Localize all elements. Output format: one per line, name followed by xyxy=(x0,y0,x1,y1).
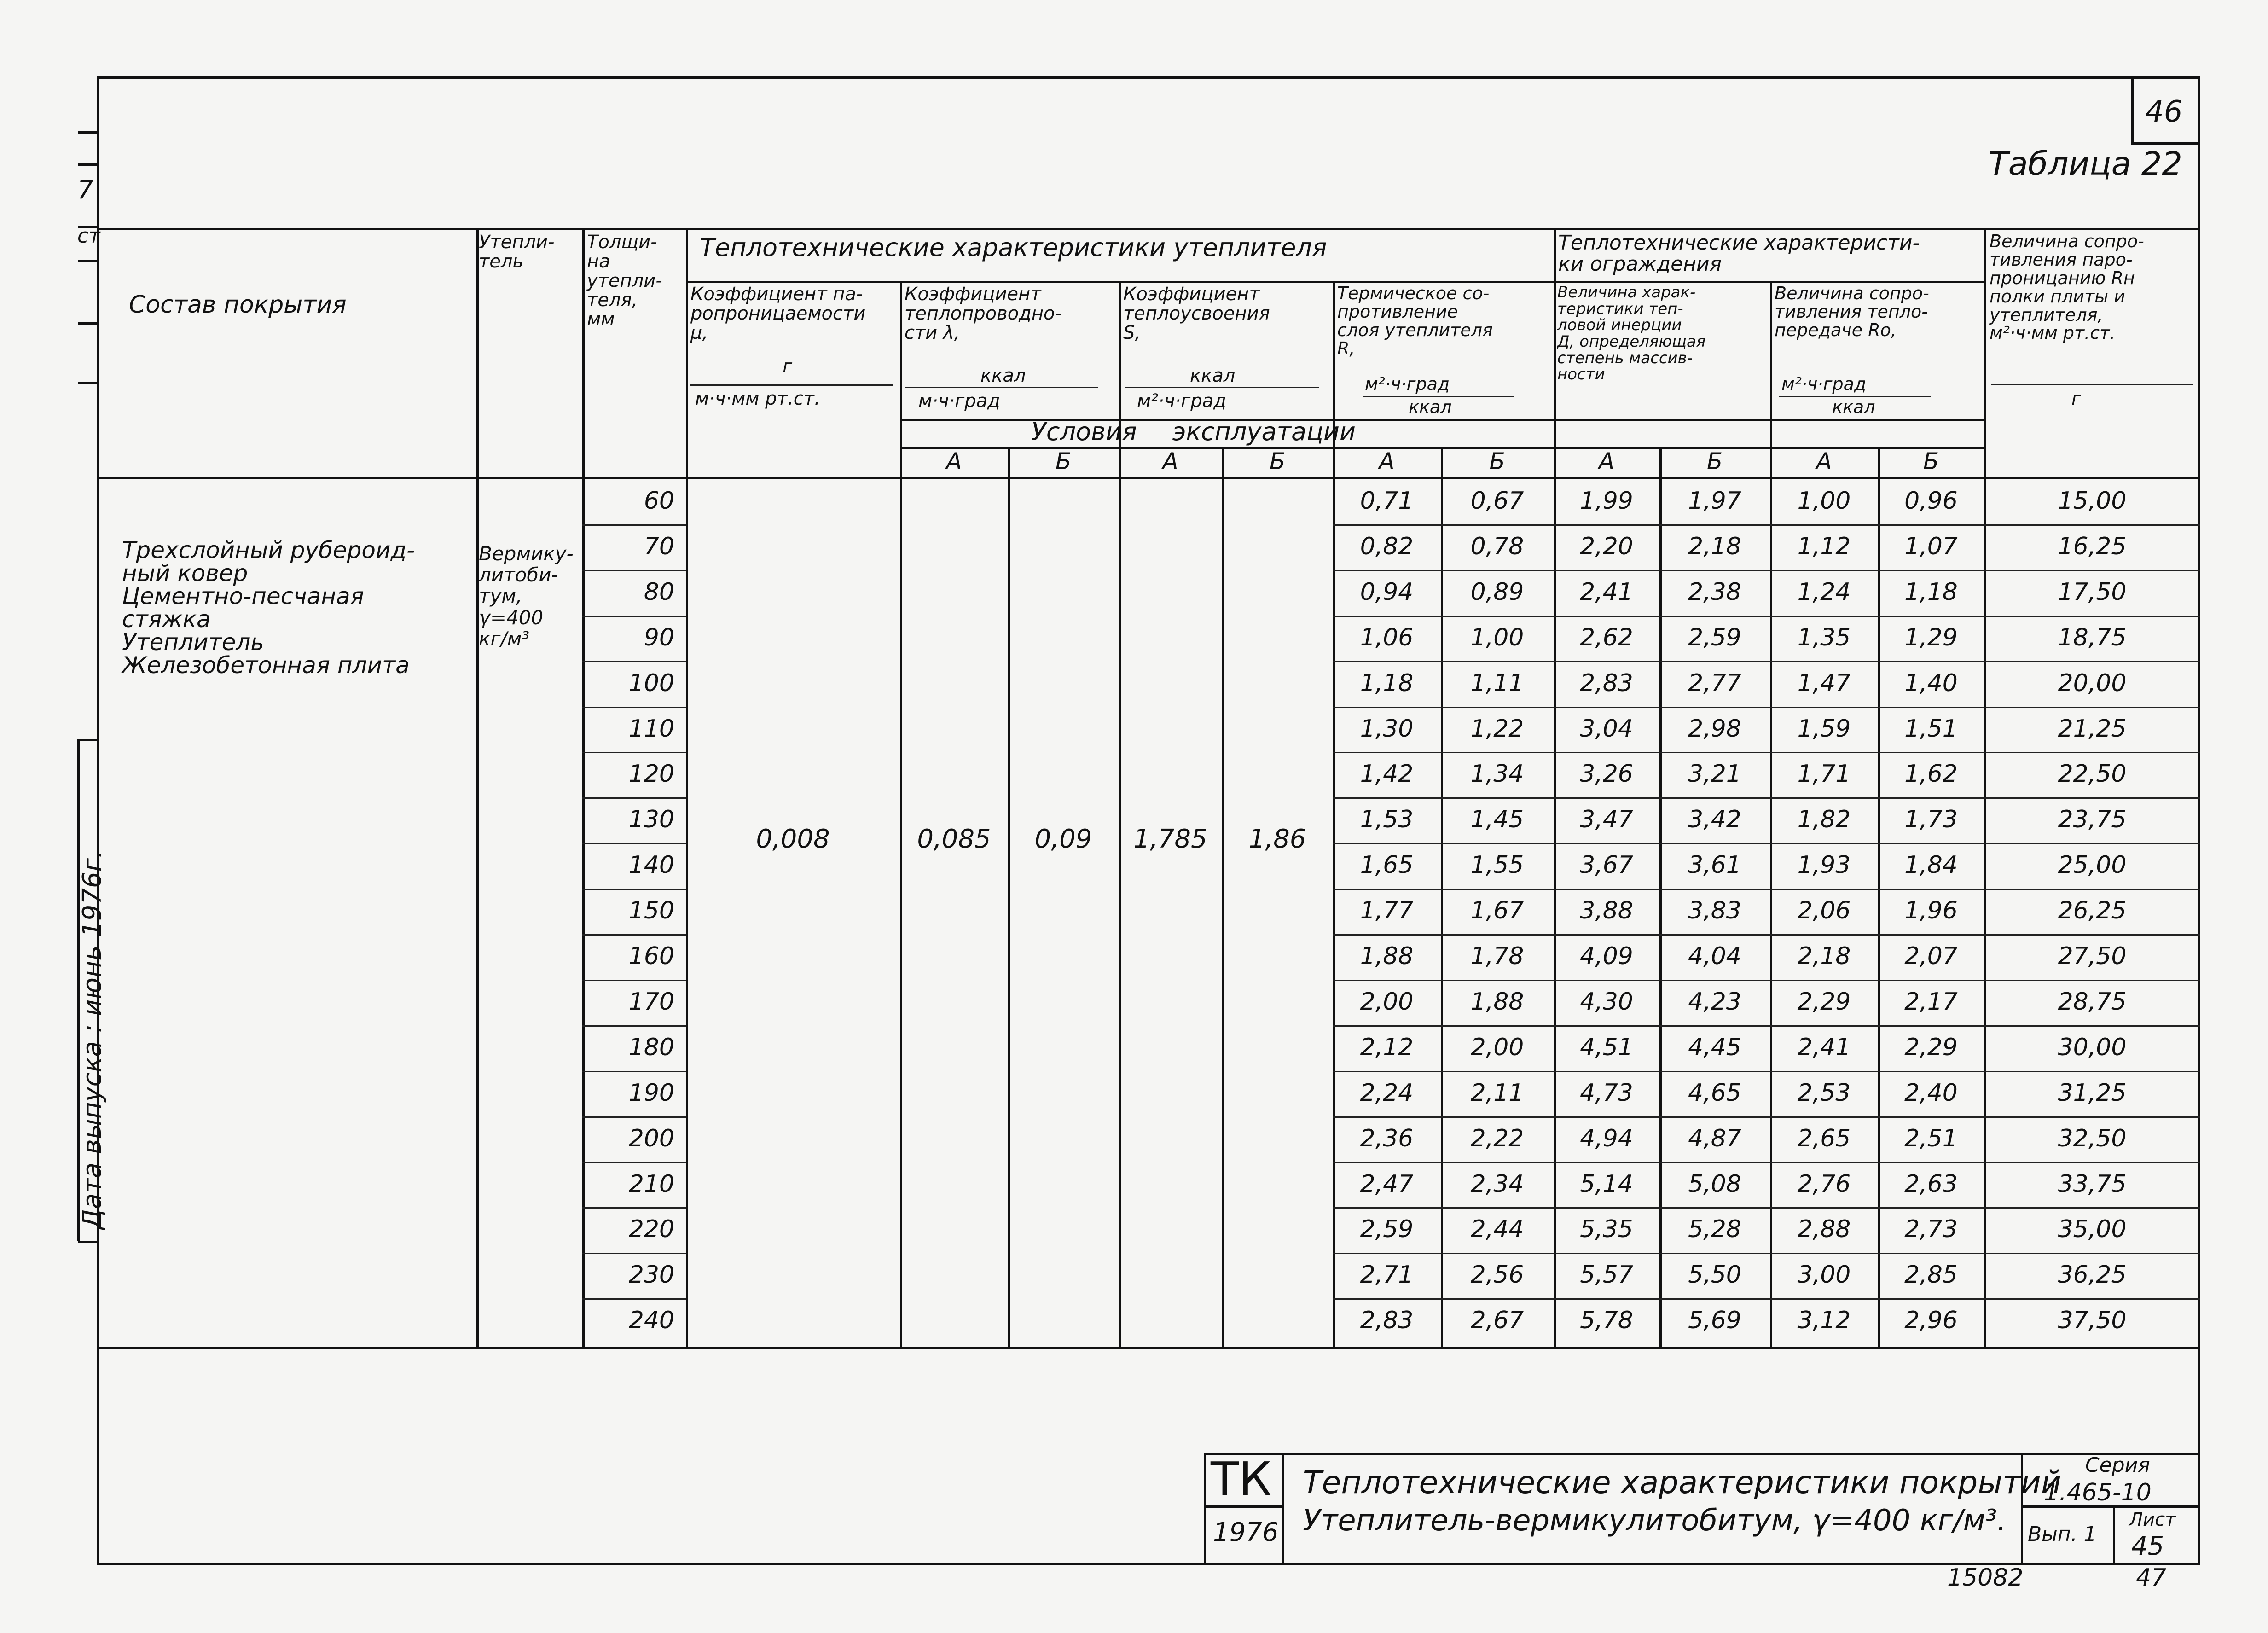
conductivity-unit-top: ккал xyxy=(980,365,1026,386)
margin-tick xyxy=(78,739,97,741)
cell-rh: 33,75 xyxy=(2058,1170,2127,1198)
cell-db: 3,61 xyxy=(1688,851,1741,879)
cell-rob: 2,29 xyxy=(1904,1033,1958,1061)
cell-db: 3,42 xyxy=(1688,806,1741,834)
cell-da: 3,47 xyxy=(1580,806,1633,834)
cell-roa: 1,24 xyxy=(1797,578,1851,606)
title-caption-2: Утеплитель-вермикулитобитум, γ=400 кг/м³. xyxy=(1303,1504,2007,1538)
cell-rh: 15,00 xyxy=(2058,487,2127,515)
cell-db: 4,04 xyxy=(1688,942,1741,970)
header-heat-transfer: Величина сопро- тивления тепло- передаче Ro, xyxy=(1775,283,1929,340)
cell-rh: 22,50 xyxy=(2058,760,2127,788)
row-line xyxy=(582,1298,686,1300)
row-line xyxy=(582,843,686,844)
cell-roa: 2,41 xyxy=(1797,1033,1851,1061)
header-conditions: Условия эксплуатации xyxy=(1031,417,1356,446)
cell-t: 80 xyxy=(644,578,674,606)
cell-ra: 1,42 xyxy=(1360,760,1414,788)
vapor-coef-unit-top: г xyxy=(783,356,793,377)
vapor-coef-unit-bottom: м·ч·мм рт.ст. xyxy=(695,388,820,409)
cell-da: 3,67 xyxy=(1580,851,1633,879)
cell-t: 100 xyxy=(628,669,674,697)
cell-t: 210 xyxy=(628,1170,674,1198)
header-thermal-res: Термическое со- противление слоя утеплителя R, xyxy=(1337,283,1493,359)
cell-t: 140 xyxy=(628,851,674,879)
cell-rb: 1,11 xyxy=(1470,669,1524,697)
header-inertia: Величина харак- теристики теп- ловой инерции Д, определяющая степень массив- ности xyxy=(1557,283,1706,384)
cell-db: 1,97 xyxy=(1688,487,1741,515)
cell-rb: 2,22 xyxy=(1470,1124,1524,1152)
cell-rb: 2,44 xyxy=(1470,1215,1524,1244)
row-line xyxy=(1333,524,2200,526)
row-line xyxy=(582,934,686,936)
margin-fragment: ст xyxy=(77,224,100,248)
cell-roa: 1,12 xyxy=(1797,532,1851,560)
margin-tick xyxy=(78,1241,97,1243)
cell-rb: 1,22 xyxy=(1470,715,1524,743)
cell-da: 5,57 xyxy=(1580,1261,1633,1289)
cell-rb: 1,67 xyxy=(1470,897,1524,925)
cell-rh: 35,00 xyxy=(2058,1215,2127,1244)
cell-roa: 2,18 xyxy=(1797,942,1851,970)
vapor-coef-value: 0,008 xyxy=(756,824,830,854)
cell-rob: 1,29 xyxy=(1904,623,1958,651)
cell-t: 130 xyxy=(628,806,674,834)
cell-roa: 1,93 xyxy=(1797,851,1851,879)
cell-rb: 0,89 xyxy=(1470,578,1524,606)
cell-ra: 1,77 xyxy=(1360,897,1414,925)
cell-rb: 0,67 xyxy=(1470,487,1524,515)
row-line xyxy=(1333,570,2200,571)
cell-da: 1,99 xyxy=(1580,487,1633,515)
cell-ra: 1,88 xyxy=(1360,942,1414,970)
issue-date: Дата выпуска : июнь 1976г. xyxy=(77,850,107,1229)
cell-roa: 1,00 xyxy=(1797,487,1851,515)
row-line xyxy=(582,1071,686,1072)
cell-rob: 2,17 xyxy=(1904,988,1958,1016)
cell-rob: 1,73 xyxy=(1904,806,1958,834)
cell-db: 3,21 xyxy=(1688,760,1741,788)
header-thickness: Толщи- на утепли- теля, мм xyxy=(587,232,662,330)
fraction-line xyxy=(690,384,893,386)
cell-rh: 32,50 xyxy=(2058,1124,2127,1152)
header-composition: Состав покрытия xyxy=(129,291,347,319)
row-line xyxy=(582,1253,686,1254)
conductivity-unit-bottom: м·ч·град xyxy=(918,390,1000,412)
cond-b: Б xyxy=(1923,448,1939,475)
cell-rh: 31,25 xyxy=(2058,1079,2127,1107)
thermal-res-unit-top: м²·ч·град xyxy=(1365,374,1450,394)
cell-rh: 36,25 xyxy=(2058,1261,2127,1289)
row-line xyxy=(582,1116,686,1118)
cell-t: 150 xyxy=(628,897,674,925)
cell-ra: 0,82 xyxy=(1360,532,1414,560)
row-line xyxy=(582,1207,686,1209)
cell-t: 110 xyxy=(628,715,674,743)
cell-ra: 1,30 xyxy=(1360,715,1414,743)
tk-logo: ТК xyxy=(1211,1452,1272,1506)
cond-a: А xyxy=(1816,448,1832,475)
cell-ra: 2,71 xyxy=(1360,1261,1414,1289)
sheet-value: 45 xyxy=(2131,1531,2164,1561)
cell-rob: 2,51 xyxy=(1904,1124,1958,1152)
cell-ra: 0,94 xyxy=(1360,578,1414,606)
cell-da: 4,09 xyxy=(1580,942,1633,970)
col-line xyxy=(476,228,479,1347)
page-bottom: 47 xyxy=(2136,1564,2167,1592)
margin-fragment: 7 xyxy=(77,175,93,204)
cell-db: 2,77 xyxy=(1688,669,1741,697)
cell-rob: 1,18 xyxy=(1904,578,1958,606)
row-line xyxy=(1333,707,2200,708)
cell-roa: 2,65 xyxy=(1797,1124,1851,1152)
cell-da: 2,62 xyxy=(1580,623,1633,651)
row-line xyxy=(582,1025,686,1027)
cell-db: 4,45 xyxy=(1688,1033,1741,1061)
cell-rob: 2,40 xyxy=(1904,1079,1958,1107)
cell-rob: 1,40 xyxy=(1904,669,1958,697)
cell-ra: 1,06 xyxy=(1360,623,1414,651)
sheet-label: Лист xyxy=(2129,1509,2176,1530)
cell-roa: 1,35 xyxy=(1797,623,1851,651)
cell-rb: 2,00 xyxy=(1470,1033,1524,1061)
cell-roa: 3,00 xyxy=(1797,1261,1851,1289)
cell-rb: 1,45 xyxy=(1470,806,1524,834)
row-line xyxy=(1333,889,2200,890)
col-line xyxy=(900,281,902,1347)
fraction-line xyxy=(1991,384,2193,385)
margin-tick xyxy=(78,382,97,384)
tk-year: 1976 xyxy=(1213,1517,1279,1547)
assimilation-unit-bottom: м²·ч·град xyxy=(1137,390,1226,412)
s-a-value: 1,785 xyxy=(1133,824,1207,854)
cell-rb: 1,88 xyxy=(1470,988,1524,1016)
series-label: Серия xyxy=(2085,1453,2150,1477)
cell-rh: 16,25 xyxy=(2058,532,2127,560)
header-envelope-group: Теплотехнические характеристи- ки ограждения xyxy=(1558,231,1920,276)
cell-db: 5,08 xyxy=(1688,1170,1741,1198)
series-value: 1.465-10 xyxy=(2044,1479,2152,1506)
cell-db: 4,87 xyxy=(1688,1124,1741,1152)
cell-rob: 2,07 xyxy=(1904,942,1958,970)
cell-rh: 28,75 xyxy=(2058,988,2127,1016)
cell-da: 3,04 xyxy=(1580,715,1633,743)
cell-ra: 2,83 xyxy=(1360,1307,1414,1335)
cell-rb: 2,34 xyxy=(1470,1170,1524,1198)
cell-rob: 2,96 xyxy=(1904,1307,1958,1335)
cell-t: 160 xyxy=(628,942,674,970)
cell-roa: 2,76 xyxy=(1797,1170,1851,1198)
margin-tick xyxy=(78,131,97,134)
cell-t: 200 xyxy=(628,1124,674,1152)
cell-rb: 2,56 xyxy=(1470,1261,1524,1289)
row-line xyxy=(1333,1207,2200,1209)
cell-rb: 2,67 xyxy=(1470,1307,1524,1335)
title-block-top xyxy=(1204,1453,2200,1455)
cell-rb: 2,11 xyxy=(1470,1079,1524,1107)
cond-b: Б xyxy=(1706,448,1723,475)
cell-db: 4,23 xyxy=(1688,988,1741,1016)
cell-rh: 17,50 xyxy=(2058,578,2127,606)
cell-rh: 18,75 xyxy=(2058,623,2127,651)
cell-rob: 1,62 xyxy=(1904,760,1958,788)
cell-roa: 2,88 xyxy=(1797,1215,1851,1244)
cell-rob: 2,85 xyxy=(1904,1261,1958,1289)
cell-roa: 1,82 xyxy=(1797,806,1851,834)
cell-db: 2,18 xyxy=(1688,532,1741,560)
row-line xyxy=(582,570,686,571)
table-top xyxy=(97,228,2200,230)
cell-da: 2,83 xyxy=(1580,669,1633,697)
row-line xyxy=(582,524,686,526)
header-bottom xyxy=(97,477,2200,479)
cell-rb: 1,34 xyxy=(1470,760,1524,788)
cell-da: 5,35 xyxy=(1580,1215,1633,1244)
cell-rob: 2,73 xyxy=(1904,1215,1958,1244)
vapor-total-unit: г xyxy=(2071,388,2082,409)
cell-da: 4,73 xyxy=(1580,1079,1633,1107)
cell-ra: 1,18 xyxy=(1360,669,1414,697)
row-line xyxy=(1333,1253,2200,1254)
cell-rob: 1,84 xyxy=(1904,851,1958,879)
cell-rh: 27,50 xyxy=(2058,942,2127,970)
title-block-line xyxy=(1204,1453,1206,1565)
cell-ra: 0,71 xyxy=(1360,487,1414,515)
cell-t: 220 xyxy=(628,1215,674,1244)
cell-rh: 23,75 xyxy=(2058,806,2127,834)
row-line xyxy=(582,661,686,662)
cell-rh: 21,25 xyxy=(2058,715,2127,743)
cell-ra: 1,65 xyxy=(1360,851,1414,879)
title-block-line xyxy=(2113,1505,2115,1565)
cell-ra: 2,24 xyxy=(1360,1079,1414,1107)
cell-rb: 0,78 xyxy=(1470,532,1524,560)
cell-ra: 2,47 xyxy=(1360,1170,1414,1198)
cell-db: 2,38 xyxy=(1688,578,1741,606)
cell-db: 2,98 xyxy=(1688,715,1741,743)
cond-a: А xyxy=(1598,448,1615,475)
row-line xyxy=(582,980,686,981)
cell-da: 4,30 xyxy=(1580,988,1633,1016)
fraction-line xyxy=(1125,387,1319,388)
cell-roa: 2,53 xyxy=(1797,1079,1851,1107)
cell-ra: 2,59 xyxy=(1360,1215,1414,1244)
cell-rh: 26,25 xyxy=(2058,897,2127,925)
row-line xyxy=(1333,980,2200,981)
cell-da: 2,41 xyxy=(1580,578,1633,606)
heat-transfer-unit-top: м²·ч·град xyxy=(1781,374,1867,394)
cell-da: 4,94 xyxy=(1580,1124,1633,1152)
cell-rb: 1,78 xyxy=(1470,942,1524,970)
s-b-value: 1,86 xyxy=(1248,824,1306,854)
row-line xyxy=(582,889,686,890)
row-line xyxy=(1333,1298,2200,1300)
cell-rh: 30,00 xyxy=(2058,1033,2127,1061)
cell-roa: 1,59 xyxy=(1797,715,1851,743)
row-line xyxy=(1333,843,2200,844)
cell-da: 5,78 xyxy=(1580,1307,1633,1335)
cond-a: А xyxy=(1162,448,1178,475)
cell-db: 3,83 xyxy=(1688,897,1741,925)
cell-db: 5,28 xyxy=(1688,1215,1741,1244)
margin-tick xyxy=(78,322,97,325)
header-vapor-total: Величина сопро- тивления паро- проницанию Rн полки плиты и утеплителя, м²·ч·мм рт.ст. xyxy=(1990,231,2144,343)
cell-db: 5,50 xyxy=(1688,1261,1741,1289)
cell-t: 170 xyxy=(628,988,674,1016)
row-line xyxy=(1333,661,2200,662)
row-line xyxy=(582,752,686,753)
lambda-a-value: 0,085 xyxy=(917,824,991,854)
header-insul-group: Теплотехнические характеристики утеплителя xyxy=(700,233,1327,262)
cell-da: 3,26 xyxy=(1580,760,1633,788)
thermal-res-unit-bottom: ккал xyxy=(1409,397,1452,417)
row-line xyxy=(1333,797,2200,799)
row-line xyxy=(1333,1025,2200,1027)
cell-rob: 2,63 xyxy=(1904,1170,1958,1198)
cell-rb: 1,55 xyxy=(1470,851,1524,879)
cell-da: 2,20 xyxy=(1580,532,1633,560)
cell-roa: 1,47 xyxy=(1797,669,1851,697)
cell-roa: 2,06 xyxy=(1797,897,1851,925)
cell-rh: 25,00 xyxy=(2058,851,2127,879)
title-caption-1: Теплотехнические характеристики покрытий xyxy=(1303,1464,2062,1501)
issue-number: Вып. 1 xyxy=(2028,1523,2097,1546)
row-line xyxy=(1333,1071,2200,1072)
cell-ra: 2,12 xyxy=(1360,1033,1414,1061)
cell-t: 230 xyxy=(628,1261,674,1289)
assimilation-unit-top: ккал xyxy=(1190,365,1236,386)
cell-da: 5,14 xyxy=(1580,1170,1633,1198)
row-line xyxy=(1333,616,2200,617)
cond-b: Б xyxy=(1055,448,1072,475)
header-assimilation: Коэффициент теплоусвоения S, xyxy=(1123,284,1270,343)
header-insulation: Утепли- тель xyxy=(479,232,555,272)
cond-a: А xyxy=(946,448,962,475)
header-vapor-coef: Коэффициент па- ропроницаемости μ, xyxy=(690,284,866,343)
cell-da: 4,51 xyxy=(1580,1033,1633,1061)
cond-b: Б xyxy=(1489,448,1505,475)
row-line xyxy=(582,797,686,799)
fraction-line xyxy=(905,387,1098,388)
cell-rh: 37,50 xyxy=(2058,1307,2127,1335)
row-line xyxy=(1333,934,2200,936)
heat-transfer-unit-bottom: ккал xyxy=(1832,397,1875,417)
insulation-text: Вермику- литоби- тум, γ=400 кг/м³ xyxy=(479,542,574,650)
page-number: 46 xyxy=(2145,95,2183,129)
cell-t: 190 xyxy=(628,1079,674,1107)
lambda-b-value: 0,09 xyxy=(1034,824,1092,854)
cell-t: 240 xyxy=(628,1307,674,1335)
col-line xyxy=(1222,447,1224,1347)
composition-text: Трехслойный рубероид- ный ковер Цементно-песчаная стяжка Утеплитель Железобетонная плита xyxy=(122,537,415,679)
cell-t: 60 xyxy=(644,487,674,515)
row-line xyxy=(1333,1116,2200,1118)
cell-ra: 2,00 xyxy=(1360,988,1414,1016)
cell-rob: 1,96 xyxy=(1904,897,1958,925)
cell-roa: 2,29 xyxy=(1797,988,1851,1016)
cell-rob: 0,96 xyxy=(1904,487,1958,515)
col-line xyxy=(1008,447,1010,1347)
cell-t: 180 xyxy=(628,1033,674,1061)
table-bottom xyxy=(97,1347,2200,1349)
cell-db: 5,69 xyxy=(1688,1307,1741,1335)
margin-tick xyxy=(78,163,97,166)
row-line xyxy=(582,707,686,708)
doc-number: 15082 xyxy=(1947,1564,2024,1592)
cell-da: 3,88 xyxy=(1580,897,1633,925)
row-line xyxy=(1333,752,2200,753)
cell-rob: 1,51 xyxy=(1904,715,1958,743)
cell-db: 4,65 xyxy=(1688,1079,1741,1107)
row-line xyxy=(1333,1162,2200,1163)
row-line xyxy=(582,616,686,617)
cell-t: 90 xyxy=(644,623,674,651)
cond-b: Б xyxy=(1269,448,1286,475)
cond-a: А xyxy=(1379,448,1395,475)
cell-roa: 3,12 xyxy=(1797,1307,1851,1335)
col-line xyxy=(686,228,688,1347)
cell-ra: 1,53 xyxy=(1360,806,1414,834)
margin-tick xyxy=(78,260,97,262)
header-conductivity: Коэффициент теплопроводно- сти λ, xyxy=(905,284,1061,343)
cell-ra: 2,36 xyxy=(1360,1124,1414,1152)
cell-rob: 1,07 xyxy=(1904,532,1958,560)
cell-t: 70 xyxy=(644,532,674,560)
cell-t: 120 xyxy=(628,760,674,788)
title-block-line xyxy=(1282,1453,1284,1565)
row-line xyxy=(582,1162,686,1163)
cell-roa: 1,71 xyxy=(1797,760,1851,788)
cell-rh: 20,00 xyxy=(2058,669,2127,697)
cell-db: 2,59 xyxy=(1688,623,1741,651)
table-title: Таблица 22 xyxy=(1989,145,2182,183)
cell-rb: 1,00 xyxy=(1470,623,1524,651)
